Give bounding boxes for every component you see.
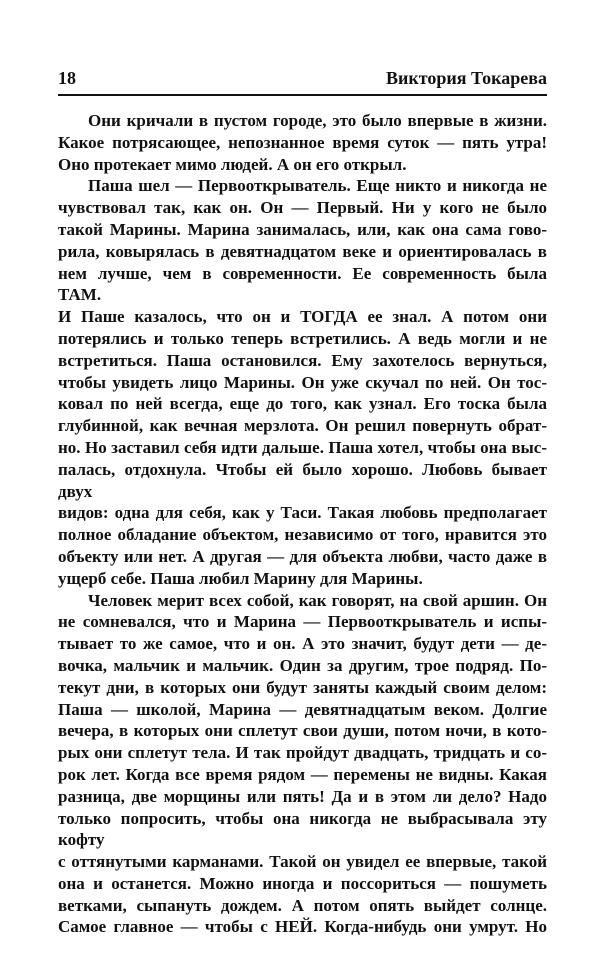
text-line: текут дни, в которых они будут заняты каждый своим делом: xyxy=(58,677,547,697)
text-line: объекту или нет. А другая — для объекта любви, часто даже в xyxy=(58,546,547,566)
text-line: полное обладание объектом, независимо от того, нравится это xyxy=(58,525,547,545)
text-line: Оно протекает мимо людей. А он его открыл. xyxy=(58,154,407,174)
text-line: рок лет. Когда все время рядом — перемены не видны. Какая xyxy=(58,764,547,784)
text-line: вочка, мальчик и мальчик. Один за другим, трое подряд. По- xyxy=(58,655,547,675)
text-line: она и останется. Можно иногда и поссориться — пошуметь xyxy=(58,873,547,893)
text-line: глубинной, как вечная мерзлота. Он решил повернуть обрат- xyxy=(58,416,547,436)
paragraph xyxy=(58,110,547,175)
text-line: рых они сплетут тела. И так пройдут двадцать, тридцать и со- xyxy=(58,743,547,763)
paragraph xyxy=(58,590,547,939)
text-line: И Паше казалось, что он и ТОГДА ее знал. А потом они xyxy=(58,307,547,327)
text-line: ветками, сыпануть дождем. А потом опять выйдет солнце. xyxy=(58,895,547,915)
text-line: такой Марины. Марина занималась, или, как она сама гово- xyxy=(58,219,547,239)
text-line: вечера, в которых они сплетут свои души, потом ночи, в кото- xyxy=(58,721,547,741)
text-line: чувствовал так, как он. Он — Первый. Ни у кого не было xyxy=(58,198,547,218)
text-line: встретиться. Паша остановился. Ему захотелось вернуться, xyxy=(58,350,547,370)
text-line: ковал по ней всегда, еще до того, как узнал. Его тоска была xyxy=(58,394,547,414)
text-line: видов: одна для себя, как у Таси. Такая любовь предполагает xyxy=(58,503,547,523)
text-line: ущерб себе. Паша любил Марину для Марины. xyxy=(58,568,423,588)
text-line: с оттянутыми карманами. Такой он увидел ее впервые, такой xyxy=(58,852,547,872)
text-line: только попросить, чтобы она никогда не выбрасывала эту кофту xyxy=(58,808,547,850)
text-line: потерялись и только теперь встретились. А ведь могли и не xyxy=(58,328,547,348)
text-line: Паша — школой, Марина — девятнадцатым веком. Долгие xyxy=(58,699,547,719)
text-line: Они кричали в пустом городе, это было впервые в жизни. xyxy=(88,111,547,130)
text-line: Какое потрясающее, непознанное время суток — пять утра! xyxy=(58,132,547,152)
text-line: чтобы увидеть лицо Марины. Он уже скучал по ней. Он тос- xyxy=(58,372,547,392)
text-line: но. Но заставил себя идти дальше. Паша хотел, чтобы она выс- xyxy=(58,437,547,457)
page-number: 18 xyxy=(58,68,76,88)
text-line: нем лучше, чем в современности. Ее современность была ТАМ. xyxy=(58,263,547,305)
running-header xyxy=(58,68,547,96)
text-line: палась, отдохнула. Чтобы ей было хорошо. Любовь бывает двух xyxy=(58,459,547,501)
text-line: разница, две морщины или пять! Да и в этом ли дело? Надо xyxy=(58,786,547,806)
text-line: Человек мерит всех собой, как говорят, на свой аршин. Он xyxy=(88,590,547,610)
body-text xyxy=(58,110,547,938)
running-title: Виктория Токарева xyxy=(386,68,547,88)
text-line: Паша шел — Первооткрыватель. Еще никто и никогда не xyxy=(88,176,547,196)
text-line: Самое главное — чтобы с НЕЙ. Когда-нибудь они умрут. Но xyxy=(58,917,547,937)
text-line: тывает то же самое, что и он. А это значит, будут дети — де- xyxy=(58,634,547,654)
text-line: не сомневался, что и Марина — Первооткрыватель и испы- xyxy=(58,612,547,632)
paragraph xyxy=(58,175,547,589)
text-line: рила, ковырялась в девятнадцатом веке и ориентировалась в xyxy=(58,241,547,261)
